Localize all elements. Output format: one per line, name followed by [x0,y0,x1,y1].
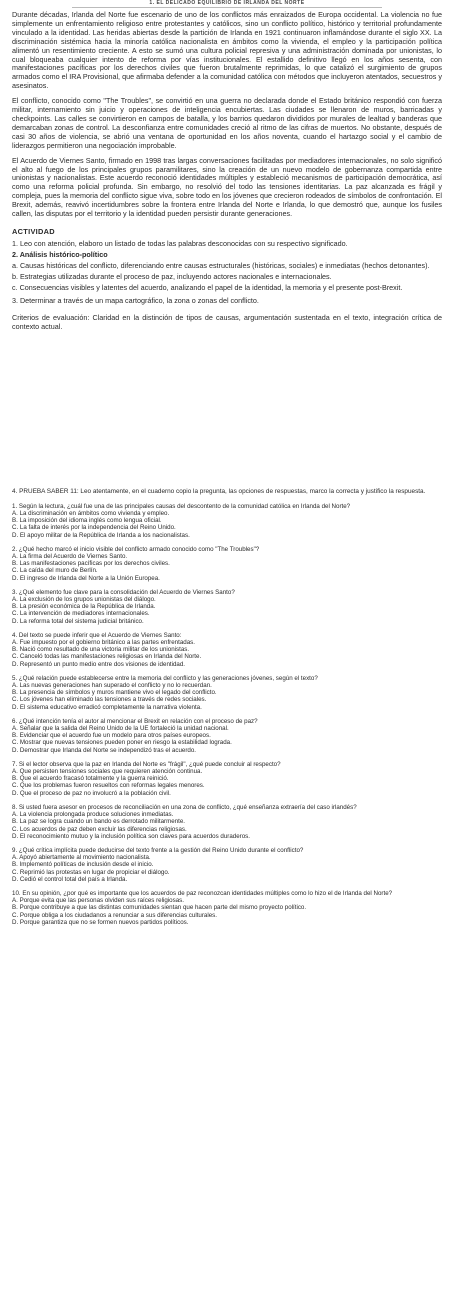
answer-option: B. Implementó políticas de inclusión desde el inicio. [12,861,154,869]
question-stem: 5. ¿Qué relación puede establecerse entre la memoria del conflicto y las generaciones jóvenes, según el texto? [12,674,318,682]
answer-option: D. Porque garantiza que no se formen nuevos partidos políticos. [12,918,189,926]
question-block [12,847,442,883]
answer-option: A. La exclusión de los grupos unionistas del diálogo. [12,596,156,604]
answer-option: D. El sistema educativo erradicó completamente la narrativa violenta. [12,703,202,711]
question-stem: 4. Del texto se puede inferir que el Acuerdo de Viernes Santo: [12,631,182,639]
answer-option: B. La presencia de símbolos y muros mantiene vivo el legado del conflicto. [12,689,217,697]
answer-option: D. El ingreso de Irlanda del Norte a la Unión Europea. [12,574,160,582]
answer-option: A. Porque evita que las personas olviden sus raíces religiosas. [12,897,184,905]
answer-option: A. Señalar que la salida del Reino Unido de la UE fortaleció la unidad nacional. [12,725,229,733]
activity-item: a. Causas históricas del conflicto, diferenciando entre causas estructurales (históricas, sociales) e inmediatas (hechos detonantes). [12,260,430,270]
answer-option: A. La discriminación en ámbitos como vivienda y empleo. [12,509,170,517]
question-block [12,503,442,539]
question-block [12,546,442,582]
question-list [12,503,442,926]
body-paragraph: El conflicto, conocido como "The Troubles", se convirtió en una guerra no declarada donde el Estado británico respondió con fuerza militar, internamiento sin juicio y operaciones de inteligencia encubiertas. Las ciudades se llenaron de muros, barricadas y checkpoints. Las calles se convirtieron en campos de batalla, y los barrios quedaron divididos por murales de lealtad y banderas que demarcaban zonas de control. La desconfianza entre comunidades creció al ritmo de las cifras de muertos. No obstante, después de casi 30 años de violencia, se abrió una ventana de oportunidad en los años noventa, cuando el hartazgo social y el cambio de liderazgos permitieron una negociación improbable. [12,96,442,150]
answer-option: B. La paz se logra cuando un bando es derrotado militarmente. [12,818,186,826]
answer-option: B. Nació como resultado de una victoria militar de los unionistas. [12,646,190,654]
question-block [12,761,442,797]
question-stem: 7. Si el lector observa que la paz en Irlanda del Norte es "frágil", ¿qué puede concluir al respecto? [12,760,281,768]
question-block [12,718,442,754]
answer-option: D. El apoyo militar de la República de Irlanda a los nacionalistas. [12,531,190,539]
activity-item: 2. Análisis histórico-político [12,249,108,259]
question-stem: 9. ¿Qué crítica implícita puede deducirse del texto frente a la gestión del Reino Unido durante el conflicto? [12,846,304,854]
answer-option: C. Mostrar que nuevas tensiones pueden poner en riesgo la estabilidad lograda. [12,739,232,747]
activity-item: 1. Leo con atención, elaboro un listado de todas las palabras desconocidas con su respectivo significado. [12,238,348,248]
answer-option: D. La reforma total del sistema judicial británico. [12,617,144,625]
answer-option: C. La intervención de mediadores internacionales. [12,610,150,618]
answer-option: B. Porque contribuye a que las distintas comunidades sientan que hacen parte del mismo proyecto político. [12,904,307,912]
body-paragraph: Durante décadas, Irlanda del Norte fue escenario de uno de los conflictos más enraizados de Europa occidental. La violencia no fue simplemente un enfrentamiento religioso entre protestantes y católicos, sino un conflicto político, histórico y territorial profundamente vinculado a la identidad. Las heridas abiertas desde la partición de Irlanda en 1921 continuaron inflamándose durante el siglo XX. La discriminación sistémica hacia la minoría católica nacionalista en ámbitos como la vivienda, el empleo y la participación política alimentó un resentimiento creciente. A esto se sumó una cultura policial represiva y una administración dominada por unionistas, lo cual bloqueaba cualquier intento de reforma por vías institucionales. El estallido definitivo llegó en los años sesenta, con manifestaciones pacíficas por los derechos civiles que fueron brutalmente reprimidas, lo que catalizó el surgimiento de grupos armados como el IRA Provisional, que afirmaba defender a la comunidad católica con métodos que incluyeron atentados, secuestros y asesinatos. [12,10,442,91]
question-stem: 3. ¿Qué elemento fue clave para la consolidación del Acuerdo de Viernes Santo? [12,588,235,596]
question-stem: 8. Si usted fuera asesor en procesos de reconciliación en una zona de conflicto, ¿qué enseñanza extraería del caso irlandés? [12,803,357,811]
answer-option: A. La violencia prolongada produce soluciones inmediatas. [12,811,174,819]
question-stem: 6. ¿Qué intención tenía el autor al mencionar el Brexit en relación con el proceso de paz? [12,717,258,725]
answer-option: A. La firma del Acuerdo de Viernes Santo. [12,553,128,560]
answer-option: B. La presión económica de la República de Irlanda. [12,603,156,611]
answer-option: B. Las manifestaciones pacíficas por los derechos civiles. [12,560,170,568]
answer-option: C. Reprimió las protestas en lugar de propiciar el diálogo. [12,868,170,876]
question-block [12,675,442,711]
answer-option: B. Evidenciar que el acuerdo fue un modelo para otros países europeos. [12,732,211,740]
answer-option: C. Porque obliga a los ciudadanos a renunciar a sus diferencias culturales. [12,911,217,919]
answer-option: C. La caída del muro de Berlín. [12,567,98,575]
page-header: 1. EL DELICADO EQUILIBRIO DE IRLANDA DEL NORTE [72,0,382,8]
answer-option: A. Fue impuesto por el gobierno británico a las partes enfrentadas. [12,639,195,647]
question-stem: 1. Según la lectura, ¿cuál fue una de las principales causas del descontento de la comunidad católica en Irlanda del Norte? [12,502,351,510]
answer-option: A. Apoyó abiertamente al movimiento nacionalista. [12,854,151,862]
answer-option: D. Cedió el control total del país a Irlanda. [12,875,128,883]
question-block [12,589,442,625]
question-block [12,890,442,926]
answer-option: A. Las nuevas generaciones han superado el conflicto y no lo recuerdan. [12,682,212,690]
answer-option: B. Que el acuerdo fracasó totalmente y la guerra reinició. [12,775,169,783]
answer-option: C. Canceló todas las manifestaciones religiosas en Irlanda del Norte. [12,653,202,661]
activity-title: ACTIVIDAD [12,226,55,236]
activity-item: 3. Determinar a través de un mapa cartográfico, la zona o zonas del conflicto. [12,296,259,306]
answer-option: D. Representó un punto medio entre dos visiones de identidad. [12,660,186,668]
question-stem: 2. ¿Qué hecho marcó el inicio visible del conflicto armado conocido como "The Troubles"? [12,545,260,553]
document-page [12,0,442,933]
evaluation-criteria: Criterios de evaluación: Claridad en la distinción de tipos de causas, argumentación sustentada en el texto, integración crítica de contexto actual. [12,313,442,332]
answer-option: D. Que el proceso de paz no involucró a la población civil. [12,789,171,797]
answer-option: D. El reconocimiento mutuo y la inclusión política son claves para acuerdos duraderos. [12,832,250,840]
answer-option: C. Los jóvenes han eliminado las tensiones a través de redes sociales. [12,696,207,704]
activity-item: b. Estrategias utilizadas durante el proceso de paz, incluyendo actores nacionales e internacionales. [12,271,332,281]
answer-option: C. La falta de interés por la independencia del Reino Unido. [12,524,176,532]
answer-option: B. La imposición del idioma inglés como lengua oficial. [12,517,162,525]
answer-option: C. Que los problemas fueron resueltos con reformas legales menores. [12,782,205,790]
activity-item: c. Consecuencias visibles y latentes del acuerdo, analizando el papel de la identidad, la memoria y el presente post-Brexit. [12,282,403,292]
blank-space [12,338,442,488]
question-block [12,632,442,668]
answer-option: C. Los acuerdos de paz deben excluir las diferencias religiosas. [12,825,187,833]
saber-intro: 4. PRUEBA SABER 11: Leo atentamente, en el cuaderno copio la pregunta, las opciones de respuestas, marco la correcta y justifico la respuesta. [12,488,426,496]
body-paragraph: El Acuerdo de Viernes Santo, firmado en 1998 tras largas conversaciones facilitadas por mediadores internacionales, no solo significó el alto al fuego de los principales grupos paramilitares, sino la creación de un nuevo modelo de gobernanza compartida entre unionistas y nacionalistas. Este acuerdo reconoció identidades múltiples y estableció mecanismos de participación democrática, así como una reforma policial profunda. Sin embargo, no resolvió del todo las tensiones identitarias. La paz alcanzada es frágil y compleja, pues la memoria del conflicto sigue viva, sobre todo en los jóvenes que crecieron rodeados de símbolos de confrontación. El Brexit, además, reavivó incertidumbres sobre la frontera entre Irlanda del Norte e Irlanda, lo que demostró que, aunque los fusiles callen, las disputas por el territorio y la identidad pueden persistir durante generaciones. [12,155,442,219]
question-block [12,804,442,840]
question-stem: 10. En su opinión, ¿por qué es importante que los acuerdos de paz reconozcan identidades múltiples como lo hizo el de Irlanda del Norte? [12,889,393,897]
answer-option: A. Que persisten tensiones sociales que requieren atención continua. [12,768,203,776]
answer-option: D. Demostrar que Irlanda del Norte se independizó tras el acuerdo. [12,746,197,754]
